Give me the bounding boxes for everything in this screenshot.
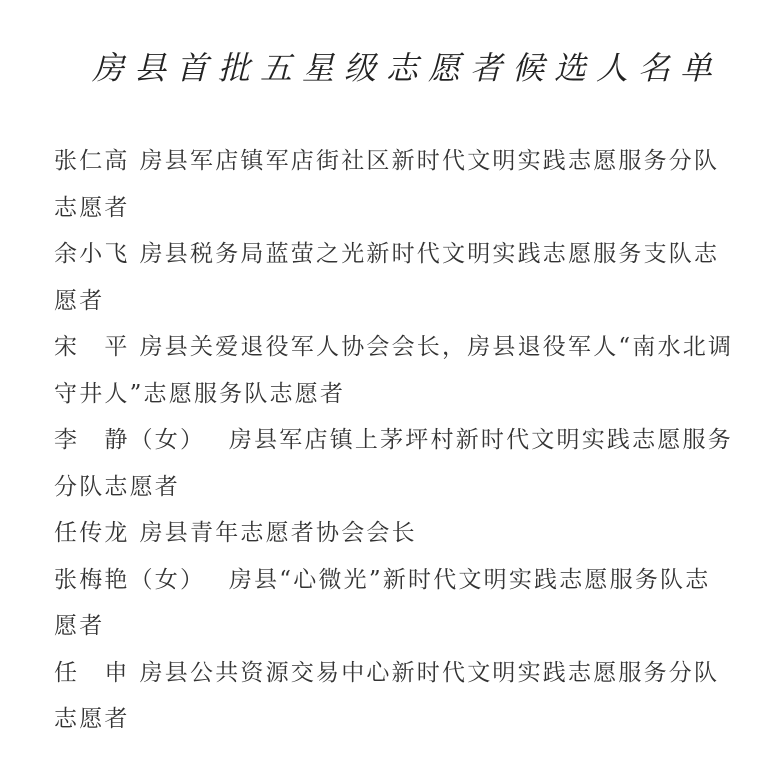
candidate-description: 房县青年志愿者协会会长 (139, 520, 417, 546)
candidate-name: 任传龙 (54, 520, 130, 546)
list-item (54, 138, 734, 231)
candidate-list (54, 138, 734, 743)
candidate-description: 房县军店镇上茅坪村新时代文明实践志愿服务分队志愿者 (54, 427, 733, 500)
candidate-name: 余小飞 (54, 241, 130, 267)
candidate-description: 房县公共资源交易中心新时代文明实践志愿服务分队志愿者 (54, 659, 720, 732)
candidate-name: 宋 平 (54, 334, 130, 360)
list-item (54, 510, 734, 557)
list-item (54, 557, 734, 650)
candidate-description: 房县“心微光”新时代文明实践志愿服务队志愿者 (54, 566, 711, 639)
list-item (54, 650, 734, 743)
candidate-name: 张仁高 (54, 148, 130, 174)
candidate-name: 任 申 (54, 659, 130, 686)
list-item (54, 417, 734, 510)
list-item (54, 324, 734, 417)
candidate-description: 房县关爱退役军人协会会长，房县退役军人“南水北调守井人”志愿服务队志愿者 (54, 334, 734, 407)
candidate-description: 房县税务局蓝萤之光新时代文明实践志愿服务支队志愿者 (54, 241, 720, 314)
candidate-description: 房县军店镇军店街社区新时代文明实践志愿服务分队志愿者 (54, 148, 720, 221)
candidate-name: 李 静（女） (54, 427, 194, 453)
candidate-name: 张梅艳（女） (54, 566, 194, 593)
list-item (54, 231, 734, 324)
page-title: 房县首批五星级志愿者候选人名单 (92, 49, 723, 87)
